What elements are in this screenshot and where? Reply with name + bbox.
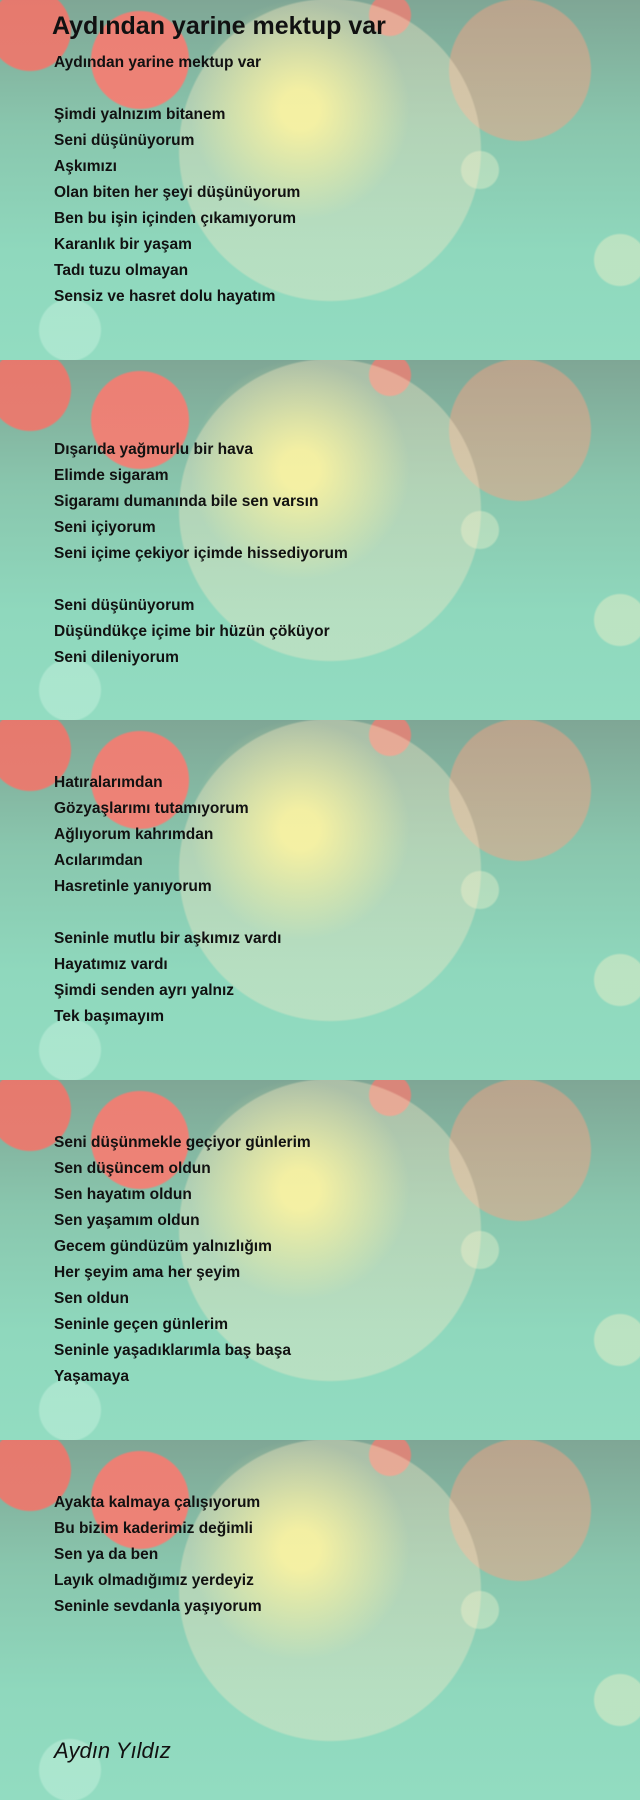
poem-line: Elimde sigaram: [54, 467, 169, 484]
poem-panel-4: [0, 1080, 640, 1440]
author-signature: Aydın Yıldız: [54, 1738, 171, 1763]
poem-line: Sen ya da ben: [54, 1546, 159, 1563]
poem-line: Sen oldun: [54, 1290, 129, 1307]
stanza-1: [54, 50, 300, 310]
poem-line: Seninle geçen günlerim: [54, 1316, 228, 1333]
stanza-4: [54, 1130, 311, 1390]
poem-line: Tadı tuzu olmayan: [54, 262, 189, 279]
poem-line: Ben bu işin içinden çıkamıyorum: [54, 210, 297, 227]
blank-line: [54, 76, 300, 102]
poem-line: Ağlıyorum kahrımdan: [54, 826, 214, 843]
blank-line: [54, 900, 281, 926]
poem-line: Yaşamaya: [54, 1368, 129, 1385]
poem-line: Seni düşünüyorum: [54, 132, 195, 149]
poem-line: Şimdi senden ayrı yalnız: [54, 982, 235, 999]
poem-line: Sen hayatım oldun: [54, 1186, 192, 1203]
poem-line: Acılarımdan: [54, 852, 143, 869]
poem-line: Seni içiyorum: [54, 519, 156, 536]
poem-line: Tek başımayım: [54, 1008, 164, 1025]
poem-line: Dışarıda yağmurlu bir hava: [54, 441, 253, 458]
poem-line: Seninle mutlu bir aşkımız vardı: [54, 930, 282, 947]
poem-line: Hasretinle yanıyorum: [54, 878, 212, 895]
poem-line: Seni düşünmekle geçiyor günlerim: [54, 1134, 311, 1151]
poem-panel-3: [0, 720, 640, 1080]
poem-line: Sen düşüncem oldun: [54, 1160, 211, 1177]
poem-line: Her şeyim ama her şeyim: [54, 1264, 241, 1281]
poem-line: Seni dileniyorum: [54, 649, 179, 666]
poem-panel-2: [0, 360, 640, 720]
poem-panel-1: [0, 0, 640, 360]
poem-panel-5: [0, 1440, 640, 1800]
poem-line: Karanlık bir yaşam: [54, 236, 192, 253]
poem-line: Aşkımızı: [54, 158, 117, 175]
poem-title: Aydından yarine mektup var: [52, 12, 386, 40]
poem-line: Ayakta kalmaya çalışıyorum: [54, 1494, 261, 1511]
poem-line: Sigaramı dumanında bile sen varsın: [54, 493, 319, 510]
poem-line: Hatıralarımdan: [54, 774, 163, 791]
poem-line: Şimdi yalnızım bitanem: [54, 106, 226, 123]
poem-line: Layık olmadığımız yerdeyiz: [54, 1572, 254, 1589]
poem-line: Seni düşünüyorum: [54, 597, 195, 614]
poem-line: Sen yaşamım oldun: [54, 1212, 200, 1229]
poem-line: Hayatımız vardı: [54, 956, 168, 973]
poem-line: Seninle yaşadıklarımla baş başa: [54, 1342, 291, 1359]
poem-line: Bu bizim kaderimiz değimli: [54, 1520, 253, 1537]
stanza-3: [54, 770, 281, 1030]
poem-line: Olan biten her şeyi düşünüyorum: [54, 184, 301, 201]
poem-line: Seninle sevdanla yaşıyorum: [54, 1598, 262, 1615]
stanza-5: [54, 1490, 262, 1620]
poem-line: Aydından yarine mektup var: [54, 54, 262, 71]
poem-line: Düşündükçe içime bir hüzün çöküyor: [54, 623, 330, 640]
poem-line: Gecem gündüzüm yalnızlığım: [54, 1238, 272, 1255]
poem-line: Gözyaşlarımı tutamıyorum: [54, 800, 249, 817]
blank-line: [54, 567, 348, 593]
poem-line: Seni içime çekiyor içimde hissediyorum: [54, 545, 348, 562]
stanza-2: [54, 437, 348, 671]
poem-line: Sensiz ve hasret dolu hayatım: [54, 288, 276, 305]
